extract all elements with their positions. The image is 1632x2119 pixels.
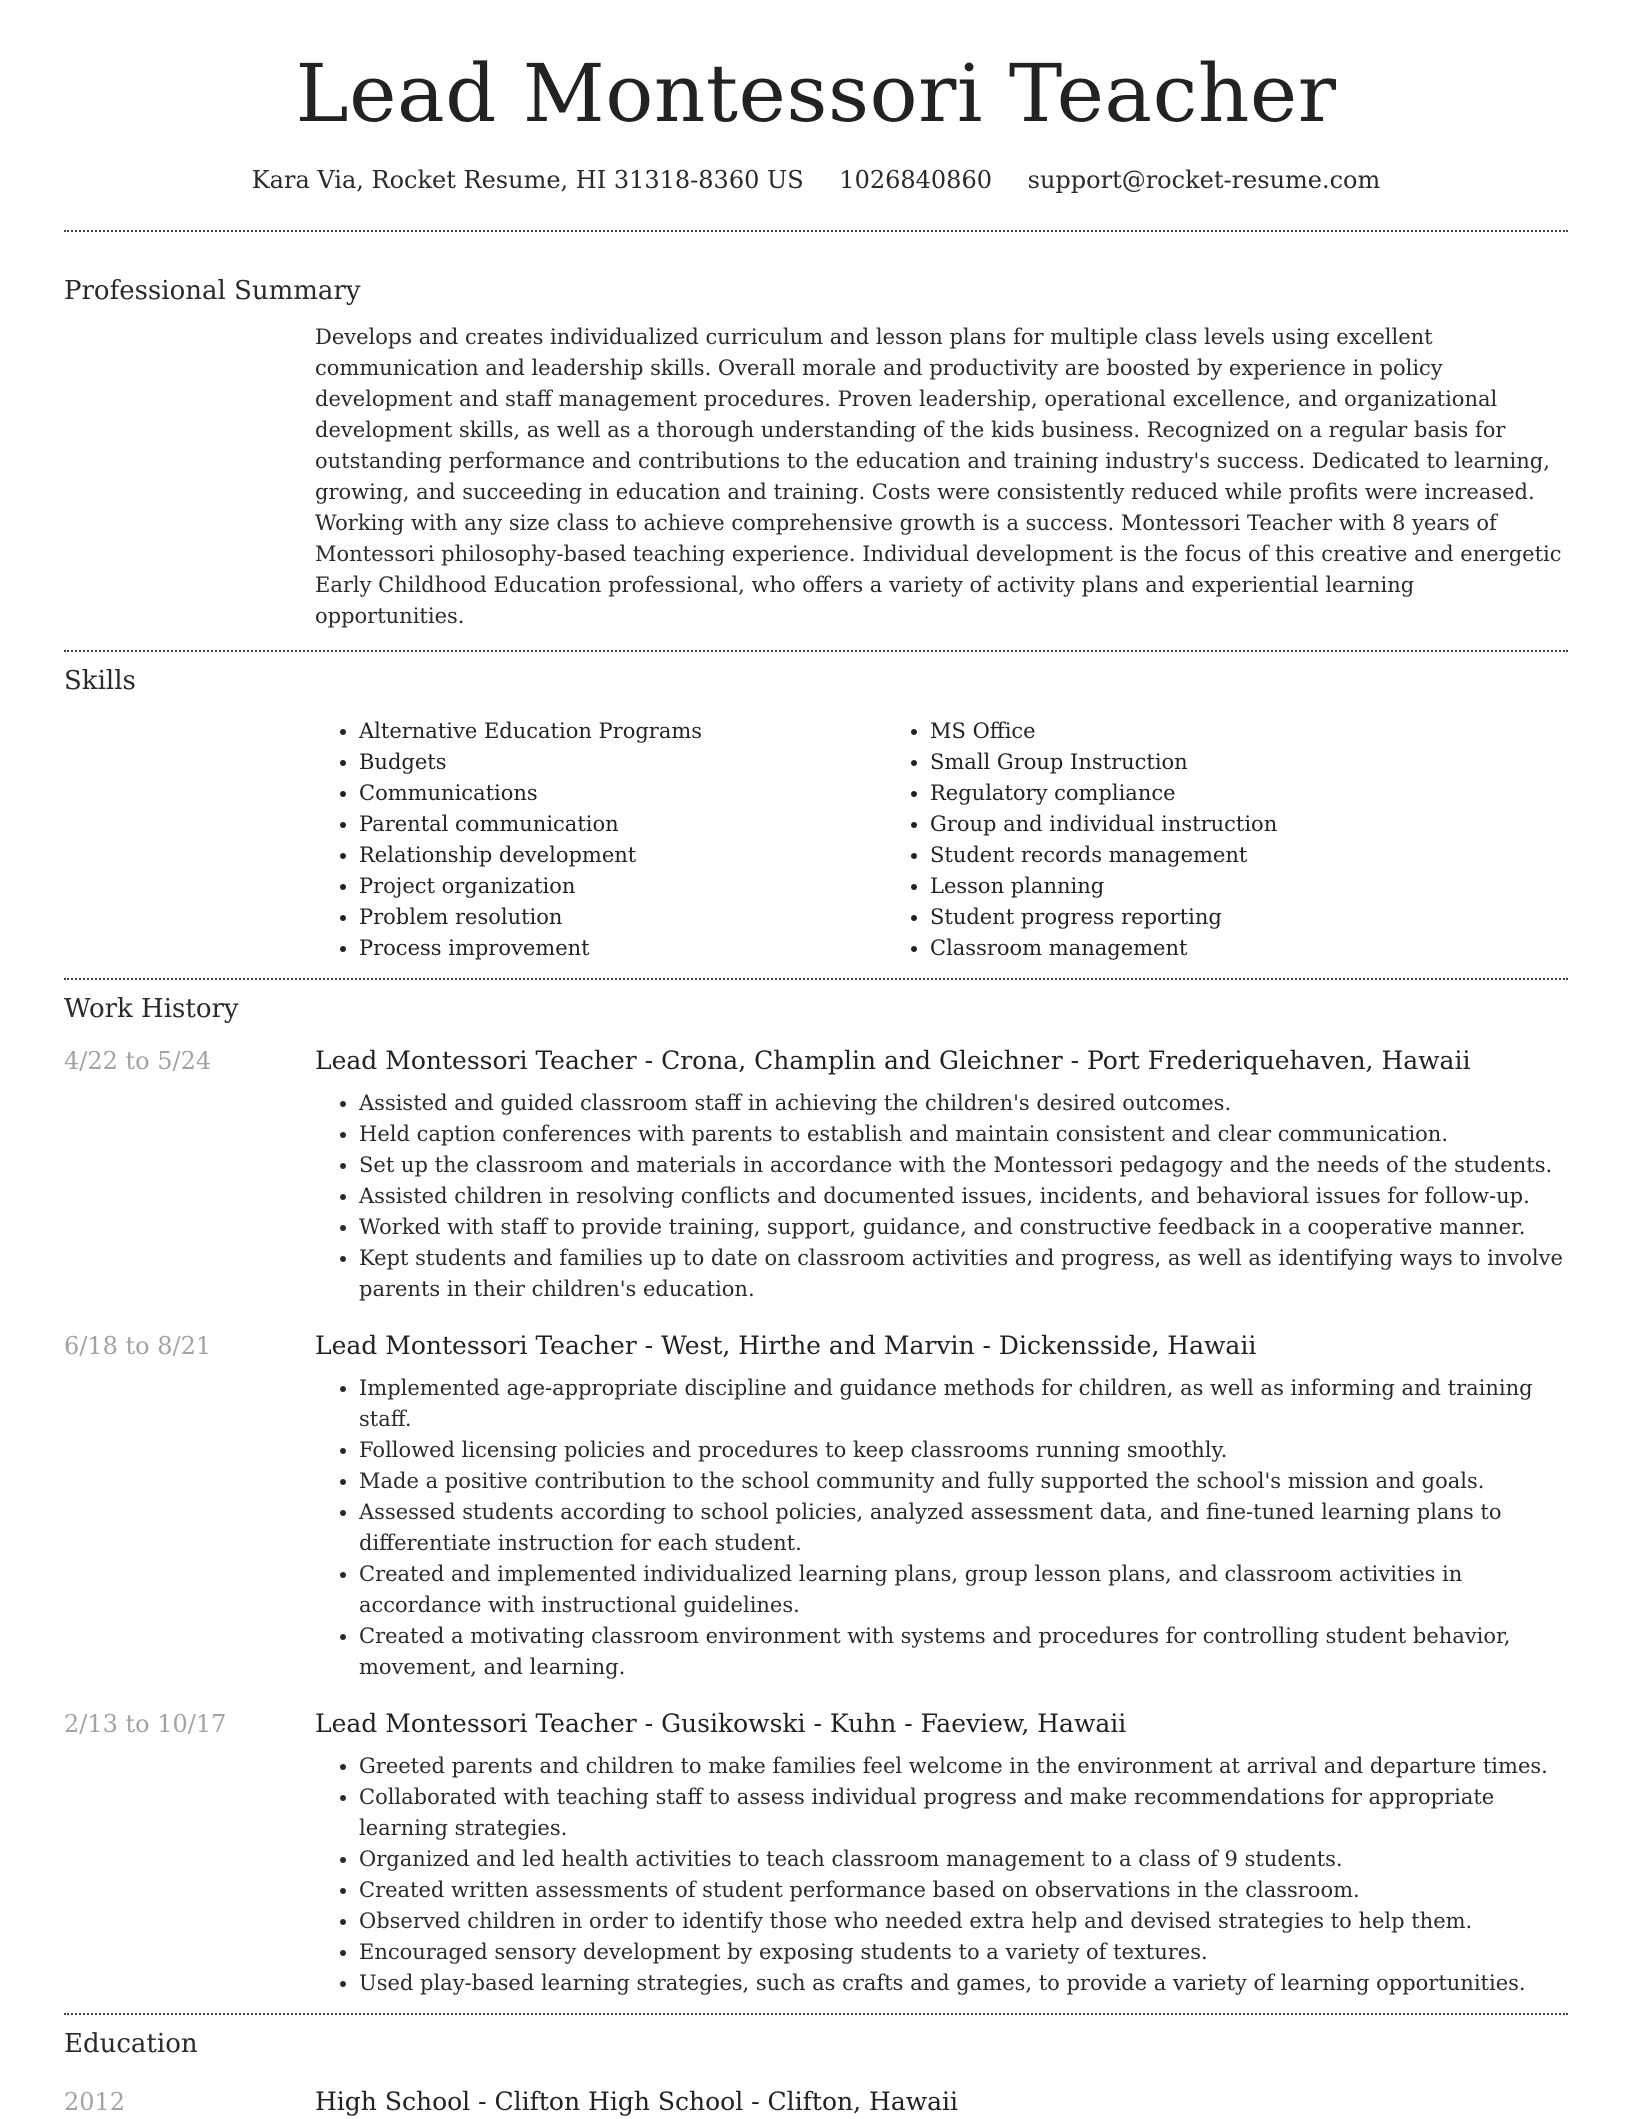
contact-address: Kara Via, Rocket Resume, HI 31318-8360 US [251,166,804,194]
summary-section [64,232,1568,650]
skill-item: • Alternative Education Programs [359,716,886,747]
skills-columns [315,716,1568,964]
job-bullet: • Held caption conferences with parents to establish and maintain consistent and clear communication. [359,1119,1568,1150]
skill-item: • Student records management [930,840,1457,871]
education-heading: Education [64,2029,198,2059]
job-date: 4/22 to 5/24 [64,1047,212,1075]
job-body [315,1329,1568,1683]
skill-item: • Budgets [359,747,886,778]
skills-section [64,652,1568,978]
skills-heading: Skills [64,666,136,696]
skill-item: • Small Group Instruction [930,747,1457,778]
contact-phone: 1026840860 [839,166,992,194]
job-title: Lead Montessori Teacher - West, Hirthe and Marvin - Dickensside, Hawaii [315,1331,1257,1360]
resume-title: Lead Montessori Teacher [295,47,1337,140]
contact-email: support@rocket-resume.com [1027,166,1381,194]
job-bullet: • Encouraged sensory development by exposing students to a variety of textures. [359,1937,1568,1968]
job-title: Lead Montessori Teacher - Gusikowski - Kuhn - Faeview, Hawaii [315,1709,1127,1738]
job-bullet: • Created and implemented individualized learning plans, group lesson plans, and classroom activities in accordance with instructional guidelines. [359,1559,1568,1621]
job-body [315,1044,1568,1305]
skill-item: • Parental communication [359,809,886,840]
job-bullet: • Assisted children in resolving conflicts and documented issues, incidents, and behavioral issues for follow-up. [359,1181,1568,1212]
job-bullet: • Made a positive contribution to the school community and fully supported the school's mission and goals. [359,1466,1568,1497]
job-date: 2/13 to 10/17 [64,1710,227,1738]
job-bullets [315,1088,1568,1305]
skill-item: • Problem resolution [359,902,886,933]
education-section [64,2015,1568,2119]
education-date: 2012 [64,2088,126,2116]
job-date: 6/18 to 8/21 [64,1332,212,1360]
job-entry [64,1329,1568,1683]
job-entry [64,1044,1568,1305]
job-entry [64,1707,1568,1999]
skill-item: • Student progress reporting [930,902,1457,933]
job-bullets [315,1373,1568,1683]
work-history-section [64,980,1568,2013]
job-bullet: • Set up the classroom and materials in accordance with the Montessori pedagogy and the needs of the students. [359,1150,1568,1181]
job-title: Lead Montessori Teacher - Crona, Champlin and Gleichner - Port Frederiquehaven, Hawaii [315,1046,1471,1075]
skill-item: • Classroom management [930,933,1457,964]
skill-item: • MS Office [930,716,1457,747]
skill-item: • Communications [359,778,886,809]
contact-line [64,166,1568,194]
job-bullet: • Worked with staff to provide training, support, guidance, and constructive feedback in a cooperative manner. [359,1212,1568,1243]
job-bullet: • Created written assessments of student performance based on observations in the classroom. [359,1875,1568,1906]
skill-item: • Regulatory compliance [930,778,1457,809]
skill-item: • Group and individual instruction [930,809,1457,840]
job-bullets [315,1751,1568,1999]
skill-item: • Lesson planning [930,871,1457,902]
job-bullet: • Observed children in order to identify those who needed extra help and devised strategies to help them. [359,1906,1568,1937]
summary-text: Develops and creates individualized curriculum and lesson plans for multiple class levels using excellent communication and leadership skills. Overall morale and productivity are boosted by experience in policy development and staff management procedures. Proven leadership, operational excellence, and organizational development skills, as well as a thorough understanding of the kids business. Recognized on a regular basis for outstanding performance and contributions to the education and training industry's success. Dedicated to learning, growing, and succeeding in education and training. Costs were consistently reduced while profits were increased. Working with any size class to achieve comprehensive growth is a success. Montessori Teacher with 8 years of Montessori philosophy-based teaching experience. Individual development is the focus of this creative and energetic Early Childhood Education professional, who offers a variety of activity plans and experiential learning opportunities. [315,325,1562,628]
job-bullet: • Created a motivating classroom environment with systems and procedures for controlling student behavior, movement, and learning. [359,1621,1568,1683]
job-bullet: • Implemented age-appropriate discipline and guidance methods for children, as well as informing and training staff. [359,1373,1568,1435]
skills-list-left [315,716,886,964]
job-bullet: • Used play-based learning strategies, such as crafts and games, to provide a variety of learning opportunities. [359,1968,1568,1999]
skill-item: • Relationship development [359,840,886,871]
job-bullet: • Assessed students according to school policies, analyzed assessment data, and fine-tuned learning plans to differentiate instruction for each student. [359,1497,1568,1559]
resume-header [64,0,1568,194]
summary-heading: Professional Summary [64,276,361,306]
job-body [315,1707,1568,1999]
job-bullet: • Followed licensing policies and procedures to keep classrooms running smoothly. [359,1435,1568,1466]
education-entry [64,2085,1568,2119]
job-bullet: • Greeted parents and children to make families feel welcome in the environment at arrival and departure times. [359,1751,1568,1782]
job-bullet: • Assisted and guided classroom staff in achieving the children's desired outcomes. [359,1088,1568,1119]
skill-item: • Process improvement [359,933,886,964]
skills-list-right [886,716,1457,964]
job-bullet: • Organized and led health activities to teach classroom management to a class of 9 students. [359,1844,1568,1875]
job-bullet: • Collaborated with teaching staff to assess individual progress and make recommendations for appropriate learning strategies. [359,1782,1568,1844]
skill-item: • Project organization [359,871,886,902]
job-bullet: • Kept students and families up to date on classroom activities and progress, as well as identifying ways to involve parents in their children's education. [359,1243,1568,1305]
work-history-heading: Work History [64,994,239,1024]
education-title: High School - Clifton High School - Clifton, Hawaii [315,2087,959,2116]
